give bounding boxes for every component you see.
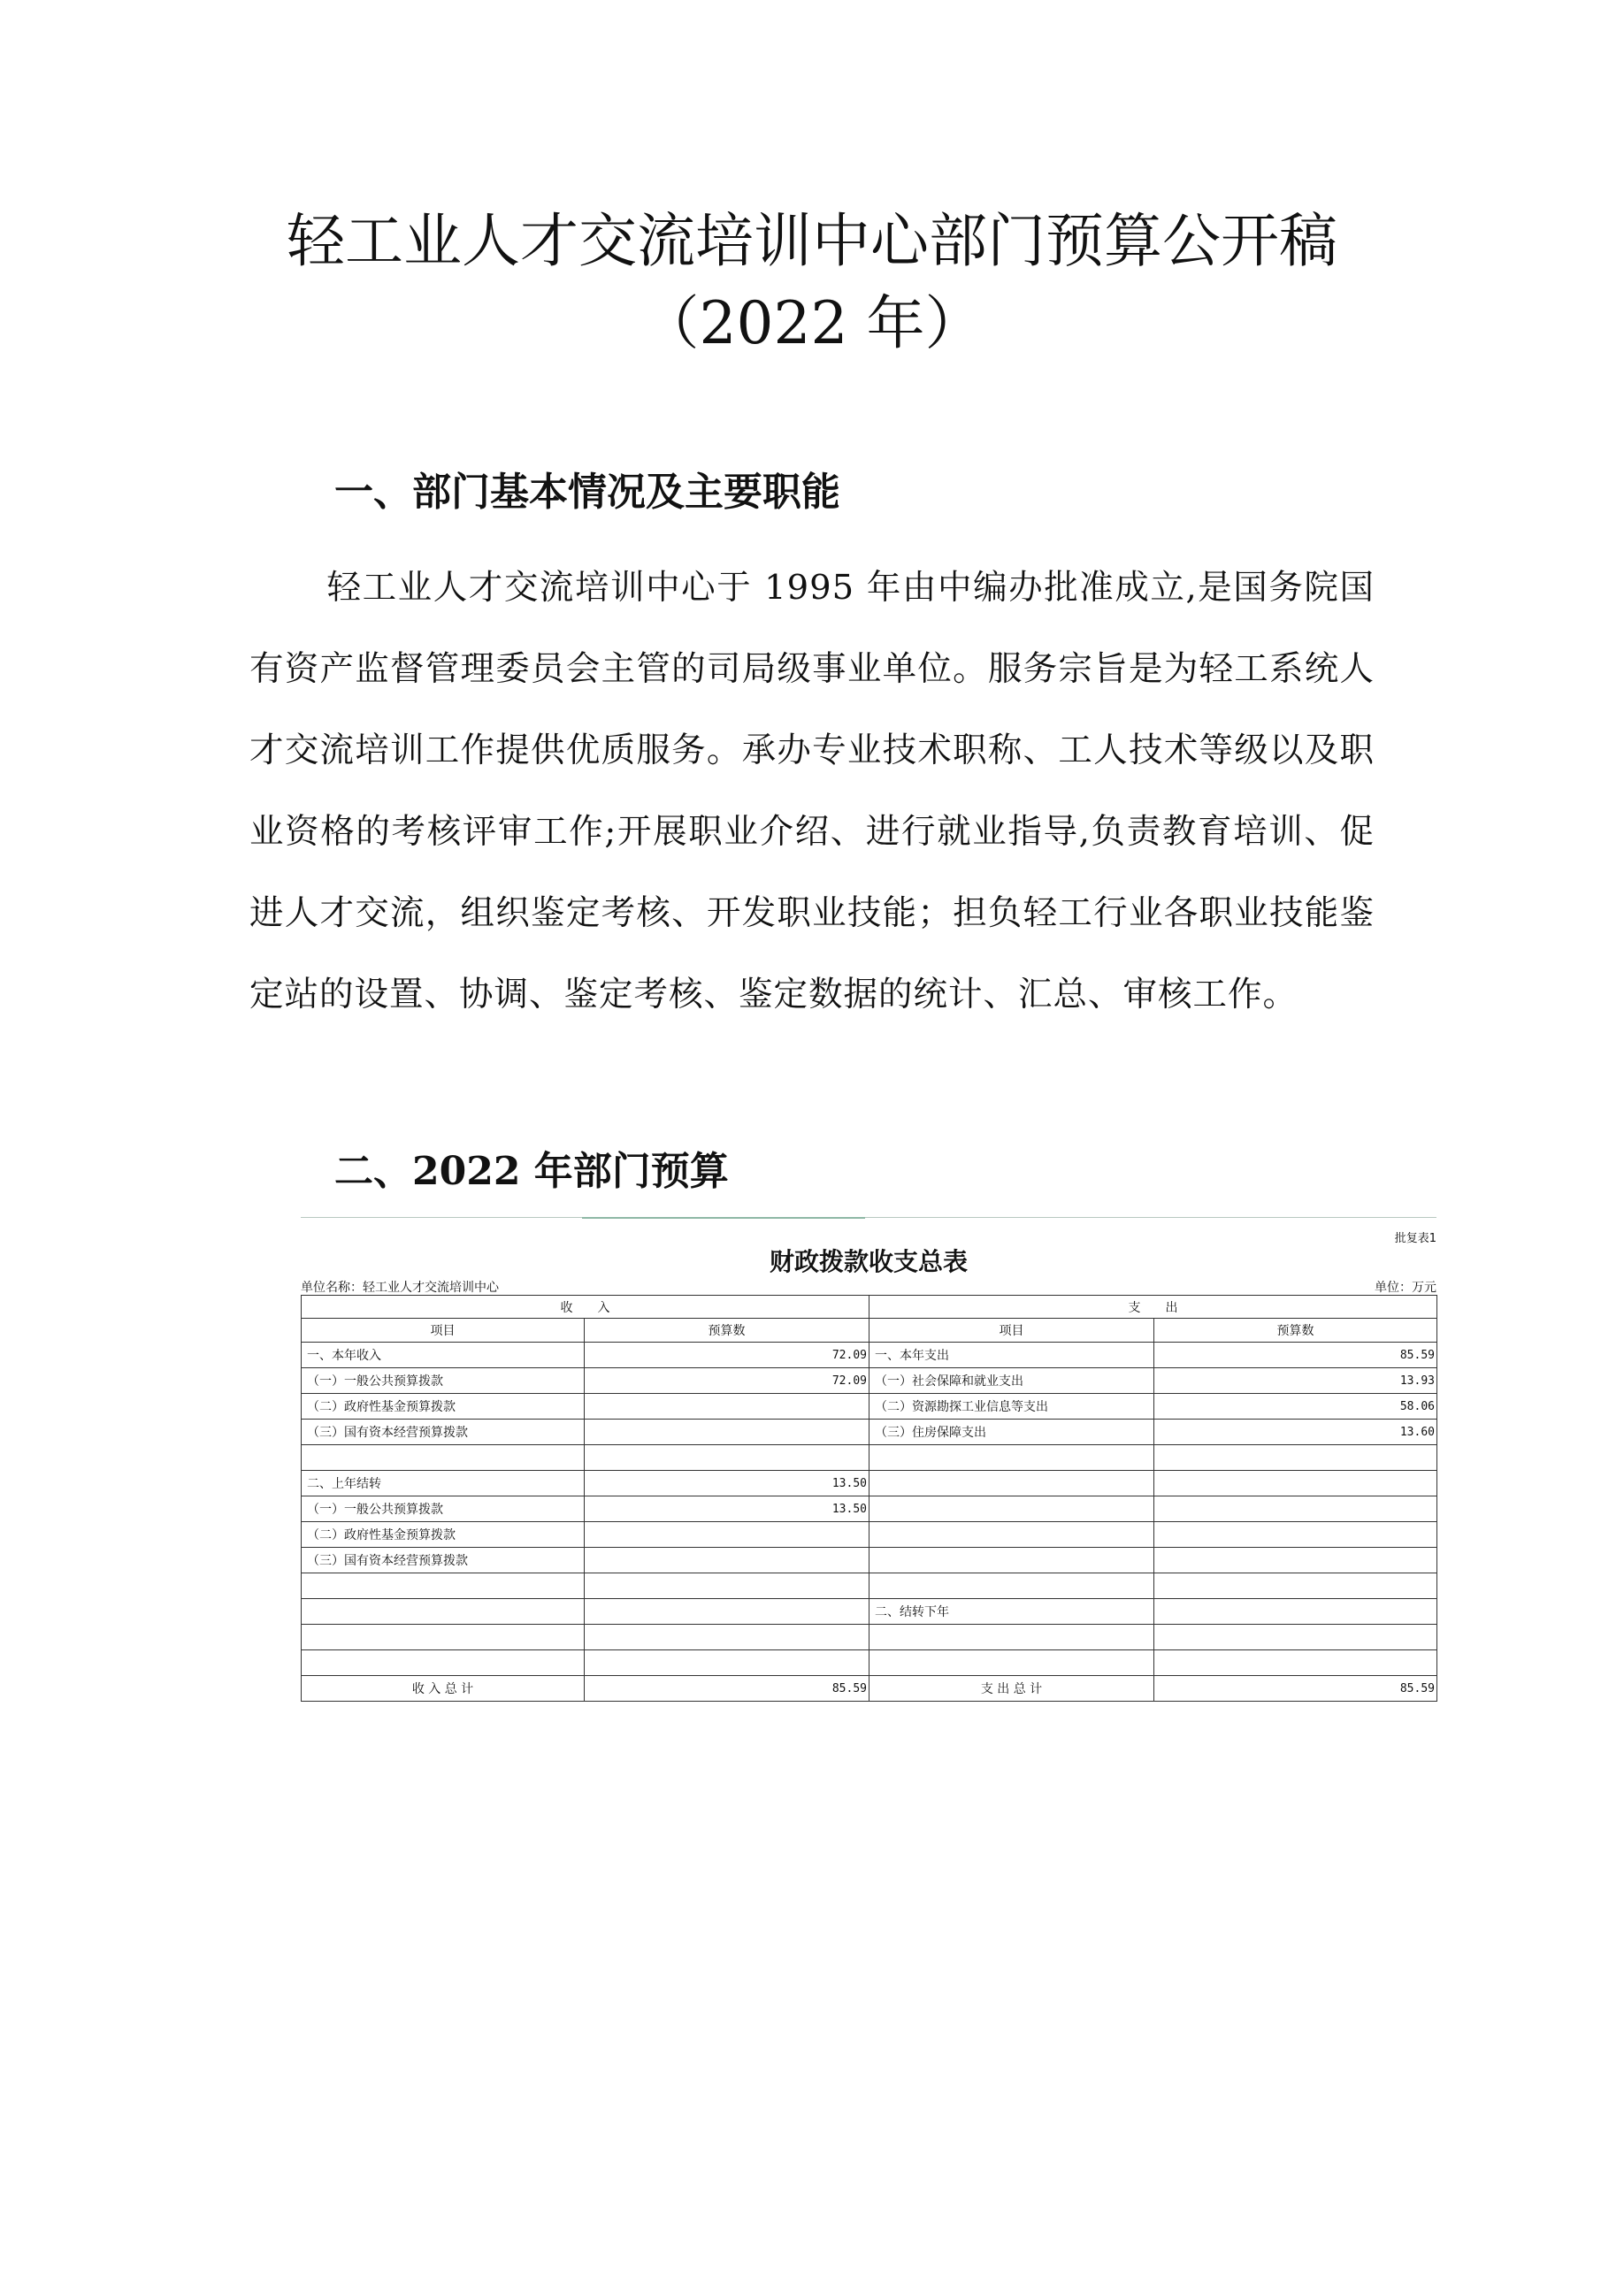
income-total-label: 收 入 总 计 [302,1676,585,1702]
expense-amount-cell [1154,1496,1437,1522]
expense-item-cell [869,1471,1154,1496]
income-item-cell: （三）国有资本经营预算拨款 [302,1548,585,1573]
table-row [302,1573,1437,1599]
income-item-cell: （二）政府性基金预算拨款 [302,1522,585,1548]
expense-item-cell: （一）社会保障和就业支出 [869,1368,1154,1394]
table-row [302,1650,1437,1676]
table-header-row-2 [302,1319,1437,1343]
document-title-line2: （2022 年） [640,289,984,357]
income-amount-cell: 13.50 [585,1471,869,1496]
income-header: 收 入 [302,1296,869,1319]
income-amount-cell [585,1522,869,1548]
expense-amount-cell [1154,1471,1437,1496]
table-note: 批复表1 [1394,1232,1436,1245]
expense-total-label: 支 出 总 计 [869,1676,1154,1702]
table-row [302,1522,1437,1548]
section1-body-text: 轻工业人才交流培训中心于 1995 年由中编办批准成立,是国务院国有资产监督管理委员会主管的司局级事业单位。服务宗旨是为轻工系统人才交流培训工作提供优质服务。承办专业技术职称、工人技术等级以及职业资格的考核评审工作;开展职业介绍、进行就业指导,负责教育培训、促进人才交流，组织鉴定考核、开发职业技能；担负轻工行业各职业技能鉴定站的设置、协调、鉴定考核、鉴定数据的统计、汇总、审核工作。 [249,568,1375,1014]
expense-amount-cell [1154,1445,1437,1471]
income-amount-cell [585,1445,869,1471]
expense-amount-cell: 85.59 [1154,1343,1437,1368]
table-header-row-1 [302,1296,1437,1319]
table-top-accent [582,1217,865,1219]
expense-item-cell: 一、本年支出 [869,1343,1154,1368]
table-row [302,1343,1437,1368]
table-row [302,1420,1437,1445]
income-amount-cell [585,1573,869,1599]
table-top-rule [301,1217,1436,1218]
income-amount-cell: 72.09 [585,1368,869,1394]
income-amount-cell: 13.50 [585,1496,869,1522]
expense-item-cell [869,1573,1154,1599]
table-row [302,1368,1437,1394]
income-amount-cell [585,1548,869,1573]
expense-item-cell [869,1650,1154,1676]
expense-item-cell [869,1625,1154,1650]
table-row [302,1496,1437,1522]
income-amount-header: 预算数 [585,1319,869,1343]
income-amount-cell: 72.09 [585,1343,869,1368]
income-item-cell [302,1445,585,1471]
expense-amount-cell: 13.93 [1154,1368,1437,1394]
expense-amount-header: 预算数 [1154,1319,1437,1343]
expense-amount-cell [1154,1650,1437,1676]
income-item-cell: 二、上年结转 [302,1471,585,1496]
income-item-cell [302,1573,585,1599]
budget-table-block [301,1217,1436,1739]
income-item-cell: （二）政府性基金预算拨款 [302,1394,585,1420]
expense-amount-cell [1154,1548,1437,1573]
table-row [302,1445,1437,1471]
income-item-cell [302,1625,585,1650]
table-unit-measure: 单位：万元 [1375,1281,1436,1295]
income-amount-cell [585,1625,869,1650]
income-item-cell: （一）一般公共预算拨款 [302,1368,585,1394]
income-item-header: 项目 [302,1319,585,1343]
table-unit-name: 单位名称：轻工业人才交流培训中心 [301,1281,499,1295]
income-amount-cell [585,1420,869,1445]
expense-amount-cell [1154,1522,1437,1548]
income-total-value: 85.59 [585,1676,869,1702]
table-row [302,1471,1437,1496]
expense-amount-cell [1154,1625,1437,1650]
expense-item-cell: （三）住房保障支出 [869,1420,1154,1445]
income-amount-cell [585,1394,869,1420]
expense-item-cell [869,1445,1154,1471]
income-amount-cell [585,1650,869,1676]
table-total-row [302,1676,1437,1702]
document-title-line1: 轻工业人才交流培训中心部门预算公开稿 [287,207,1337,275]
table-row [302,1599,1437,1625]
expense-amount-cell [1154,1573,1437,1599]
table-row [302,1625,1437,1650]
income-item-cell [302,1650,585,1676]
expense-amount-cell [1154,1599,1437,1625]
section2-heading: 二、2022 年部门预算 [334,1149,729,1194]
table-title: 财政拨款收支总表 [769,1247,968,1276]
table-row [302,1548,1437,1573]
expense-header: 支 出 [869,1296,1437,1319]
income-item-cell: 一、本年收入 [302,1343,585,1368]
section1-body [249,547,1375,1036]
section1-heading: 一、部门基本情况及主要职能 [334,470,840,515]
expense-item-cell: 二、结转下年 [869,1599,1154,1625]
expense-item-cell [869,1522,1154,1548]
expense-item-header: 项目 [869,1319,1154,1343]
expense-amount-cell: 13.60 [1154,1420,1437,1445]
expense-amount-cell: 58.06 [1154,1394,1437,1420]
income-item-cell: （一）一般公共预算拨款 [302,1496,585,1522]
income-item-cell: （三）国有资本经营预算拨款 [302,1420,585,1445]
income-item-cell [302,1599,585,1625]
budget-table [301,1295,1437,1702]
income-amount-cell [585,1599,869,1625]
expense-item-cell [869,1496,1154,1522]
table-row [302,1394,1437,1420]
expense-item-cell: （二）资源勘探工业信息等支出 [869,1394,1154,1420]
expense-item-cell [869,1548,1154,1573]
expense-total-value: 85.59 [1154,1676,1437,1702]
